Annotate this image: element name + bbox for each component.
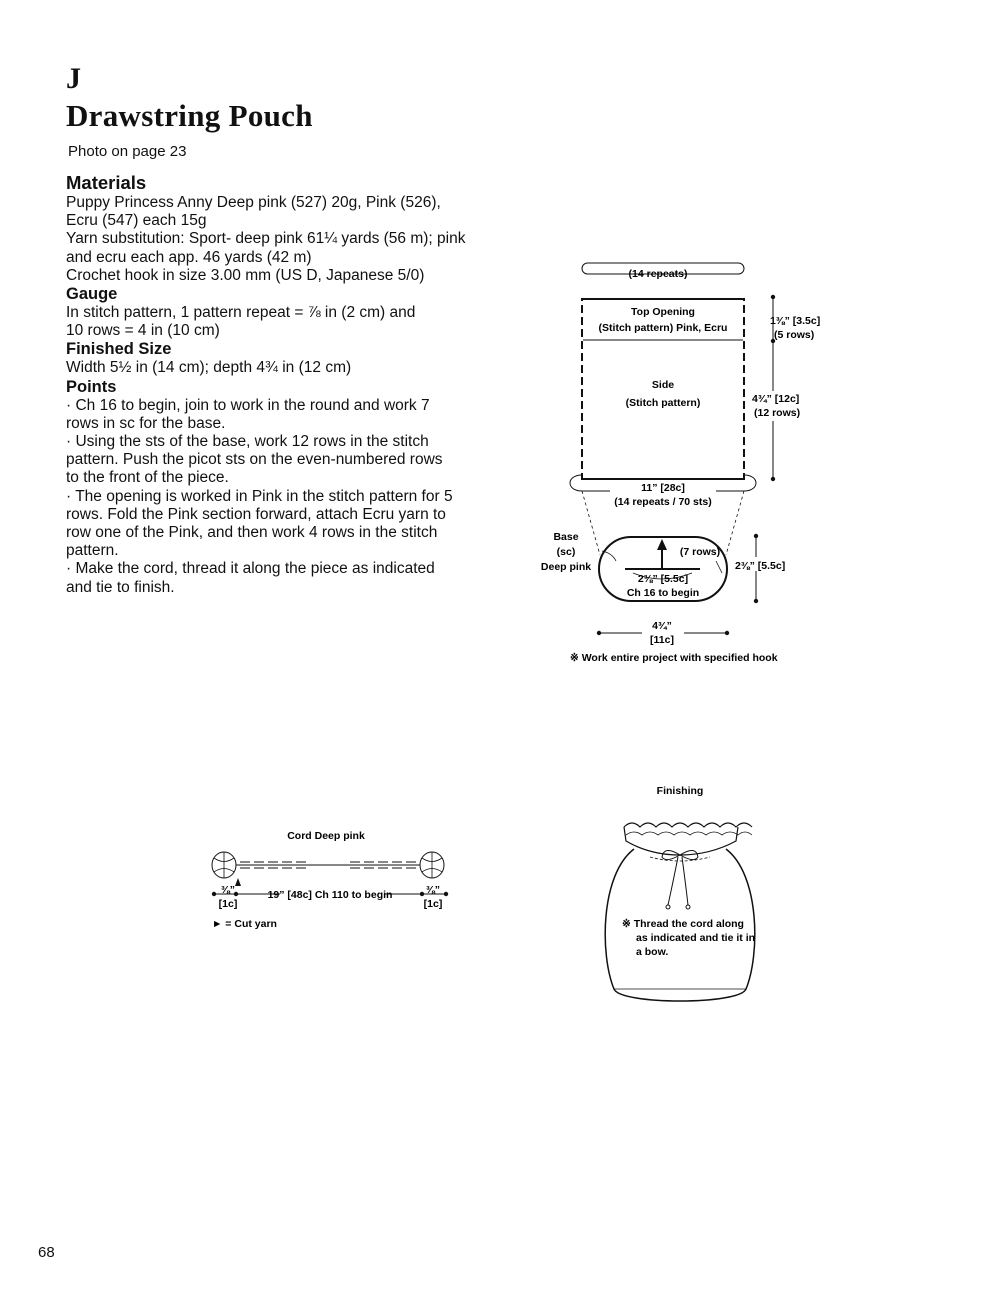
points-line: · Make the cord, thread it along the piece as indicated bbox=[66, 560, 435, 578]
bow-icon bbox=[662, 850, 698, 909]
materials-line: Yarn substitution: Sport- deep pink 61¼ yards (56 m); pink bbox=[66, 230, 466, 248]
materials-line: Ecru (547) each 15g bbox=[66, 212, 207, 230]
finished-size-line: Width 5½ in (14 cm); depth 4¾ in (12 cm) bbox=[66, 359, 352, 377]
cord-right-dim: ⅜” bbox=[425, 884, 441, 896]
cord-end-knot-left bbox=[212, 852, 236, 878]
width-repeats: (14 repeats / 70 sts) bbox=[614, 496, 712, 508]
base-stitch: (sc) bbox=[556, 546, 576, 558]
photo-reference: Photo on page 23 bbox=[68, 143, 187, 160]
points-line: · Using the sts of the base, work 12 rows in the stitch bbox=[66, 433, 429, 451]
gauge-line: 10 rows = 4 in (10 cm) bbox=[66, 322, 220, 340]
finishing-note: ※ Thread the cord along bbox=[622, 918, 744, 930]
points-line: pattern. bbox=[66, 542, 119, 560]
top-dim-rows: (5 rows) bbox=[774, 329, 815, 341]
cut-yarn-legend: ► = Cut yarn bbox=[212, 918, 277, 930]
cord-left-dim: ⅜” bbox=[220, 884, 236, 896]
side-label: Side bbox=[651, 379, 675, 391]
base-inner-dim: 2⅜” [5.5c] bbox=[637, 573, 689, 585]
side-pattern: (Stitch pattern) bbox=[625, 397, 701, 409]
top-opening-pattern: (Stitch pattern) Pink, Ecru bbox=[598, 322, 728, 334]
base-color: Deep pink bbox=[540, 561, 592, 573]
top-repeats-label: (14 repeats) bbox=[628, 268, 688, 280]
side-dim: 4¾” [12c] bbox=[752, 393, 800, 405]
points-line: · The opening is worked in Pink in the stitch pattern for 5 bbox=[66, 487, 453, 505]
cord-title: Cord Deep pink bbox=[287, 830, 365, 842]
points-line: and tie to finish. bbox=[66, 578, 175, 596]
points-heading: Points bbox=[66, 377, 117, 396]
page-number: 68 bbox=[38, 1244, 55, 1261]
base-chain-label: Ch 16 to begin bbox=[626, 587, 700, 599]
section-letter: J bbox=[66, 62, 81, 95]
width-dim: 11” [28c] bbox=[641, 482, 685, 494]
cord-diagram bbox=[200, 820, 470, 940]
points-line: pattern. Push the picot sts on the even-numbered rows bbox=[66, 451, 443, 469]
gauge-line: In stitch pattern, 1 pattern repeat = ⅞ in (2 cm) and bbox=[66, 304, 416, 322]
cord-chain bbox=[236, 862, 420, 868]
base-label: Base bbox=[553, 531, 579, 543]
points-line: · Ch 16 to begin, join to work in the round and work 7 bbox=[66, 396, 430, 414]
finished-size-heading: Finished Size bbox=[66, 340, 172, 359]
base-height-dim: 2⅜” [5.5c] bbox=[735, 560, 786, 572]
cord-right-dim-cm: [1c] bbox=[423, 898, 443, 910]
finishing-note: a bow. bbox=[636, 946, 669, 958]
top-dim: 1⅜” [3.5c] bbox=[770, 315, 821, 327]
page-title: Drawstring Pouch bbox=[66, 98, 313, 133]
base-width-dim: 4¾” bbox=[652, 620, 672, 632]
materials-heading: Materials bbox=[66, 172, 147, 193]
points-line: row one of the Pink, and then work 4 rows in the stitch bbox=[66, 524, 438, 542]
points-line: rows. Fold the Pink section forward, attach Ecru yarn to bbox=[66, 505, 446, 523]
side-dim-rows: (12 rows) bbox=[754, 407, 801, 419]
cord-end-knot-right bbox=[420, 852, 444, 878]
finishing-title: Finishing bbox=[656, 785, 704, 797]
gauge-heading: Gauge bbox=[66, 285, 118, 304]
pouch-diagram bbox=[530, 255, 830, 675]
materials-line: and ecru each app. 46 yards (42 m) bbox=[66, 248, 312, 266]
materials-line: Crochet hook in size 3.00 mm (US D, Japanese 5/0) bbox=[66, 266, 425, 284]
materials-line: Puppy Princess Anny Deep pink (527) 20g, Pink (526), bbox=[66, 194, 441, 211]
top-opening-label: Top Opening bbox=[631, 306, 695, 318]
base-rows: (7 rows) bbox=[679, 546, 721, 558]
instructions bbox=[66, 172, 486, 597]
points-line: rows in sc for the base. bbox=[66, 414, 226, 432]
cord-left-dim-cm: [1c] bbox=[218, 898, 238, 910]
ruffle-top bbox=[624, 823, 752, 827]
finishing-note: as indicated and tie it in bbox=[636, 932, 756, 944]
cord-length-dim: 19” [48c] Ch 110 to begin bbox=[267, 889, 393, 901]
hook-note: ※ Work entire project with specified hook bbox=[570, 652, 778, 664]
points-line: to the front of the piece. bbox=[66, 469, 229, 487]
finishing-diagram bbox=[590, 775, 770, 1015]
base-width-cm: [11c] bbox=[650, 634, 674, 646]
